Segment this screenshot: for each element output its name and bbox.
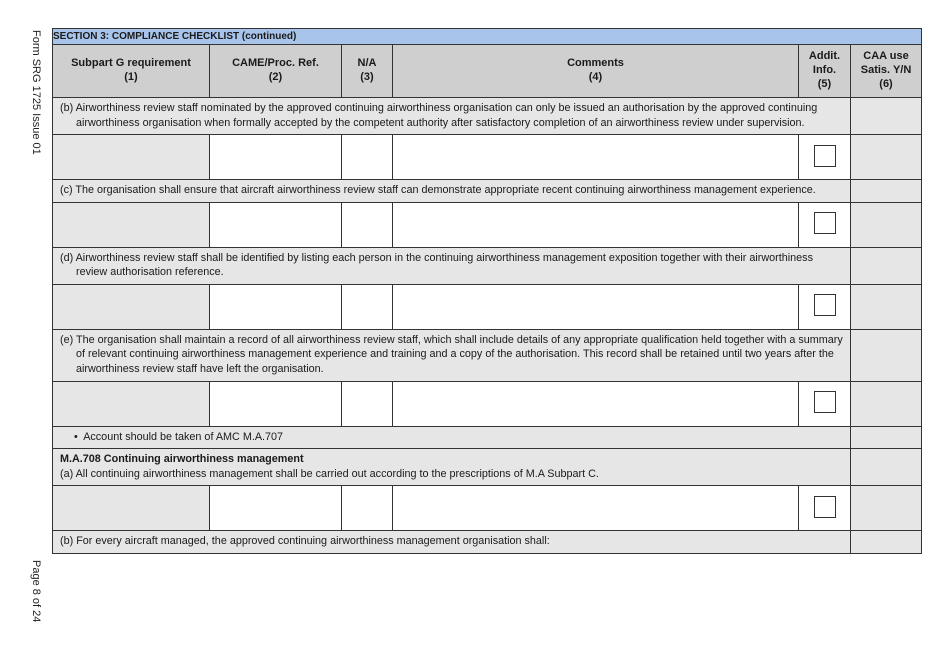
response-row xyxy=(53,486,922,531)
requirement-text: (d) Airworthiness review staff shall be identified by listing each person in the continuing airworthiness management exposition together with their airworthiness review authorisation reference. xyxy=(60,251,813,279)
comments-input[interactable] xyxy=(393,381,799,426)
caa-use-cell xyxy=(851,180,922,203)
requirement-row xyxy=(53,247,922,284)
col-header-requirement: Subpart G requirement (1) xyxy=(53,45,210,98)
caa-use-cell xyxy=(851,98,922,135)
caa-use-cell xyxy=(851,381,922,426)
addit-info-checkbox[interactable] xyxy=(814,212,836,234)
col-header-came-ref: CAME/Proc. Ref. (2) xyxy=(210,45,342,98)
response-row xyxy=(53,284,922,329)
caa-use-cell xyxy=(851,486,922,531)
comments-input[interactable] xyxy=(393,486,799,531)
caa-use-cell xyxy=(851,531,922,554)
came-ref-input[interactable] xyxy=(210,486,342,531)
requirement-text: (b) For every aircraft managed, the approved continuing airworthiness management organisation shall: xyxy=(60,535,550,548)
caa-use-cell xyxy=(851,329,922,381)
requirement-row xyxy=(53,98,922,135)
na-input[interactable] xyxy=(342,202,393,247)
came-ref-input[interactable] xyxy=(210,284,342,329)
response-row xyxy=(53,135,922,180)
addit-info-checkbox[interactable] xyxy=(814,391,836,413)
na-input[interactable] xyxy=(342,135,393,180)
addit-info-checkbox[interactable] xyxy=(814,145,836,167)
comments-input[interactable] xyxy=(393,135,799,180)
column-header-row xyxy=(53,45,922,98)
requirement-row xyxy=(53,329,922,381)
caa-use-cell xyxy=(851,202,922,247)
amc-note-text: Account should be taken of AMC M.A.707 xyxy=(83,430,284,443)
requirement-text: (c) The organisation shall ensure that aircraft airworthiness review staff can demonstrate appropriate recent continuing airworthiness management experience. xyxy=(60,184,816,197)
col-header-addit-info: Addit. Info. (5) xyxy=(799,45,851,98)
compliance-checklist-table xyxy=(52,28,922,554)
requirement-text: (e) The organisation shall maintain a record of all airworthiness review staff, which shall include details of any appropriate qualification held together with a summary of relevant continuing airworthiness management experience and training and a copy of the authorisation. This record shall be retained until two years after the airworthiness review staff have left the organisation. xyxy=(60,333,843,375)
col-header-na: N/A (3) xyxy=(342,45,393,98)
comments-input[interactable] xyxy=(393,284,799,329)
response-row xyxy=(53,381,922,426)
caa-use-cell xyxy=(851,284,922,329)
na-input[interactable] xyxy=(342,284,393,329)
requirement-row xyxy=(53,449,922,486)
addit-info-checkbox[interactable] xyxy=(814,496,836,518)
requirement-text: (a) All continuing airworthiness management shall be carried out according to the prescriptions of M.A Subpart C. xyxy=(60,467,599,480)
caa-use-cell xyxy=(851,135,922,180)
caa-use-cell xyxy=(851,449,922,486)
requirement-row xyxy=(53,180,922,203)
na-input[interactable] xyxy=(342,381,393,426)
requirement-text: (b) Airworthiness review staff nominated by the approved continuing airworthiness organisation can only be issued an authorisation by the approved continuing airworthiness organisation when formally accepted by the competent authority after satisfactory completion of an airworthiness review under supervision. xyxy=(60,102,818,129)
col-header-caa-use: CAA use Satis. Y/N (6) xyxy=(851,45,922,98)
col-header-comments: Comments (4) xyxy=(393,45,799,98)
caa-use-cell xyxy=(851,247,922,284)
note-row xyxy=(53,426,922,449)
ma708-heading: M.A.708 Continuing airworthiness management xyxy=(60,453,304,466)
bullet-icon: • xyxy=(74,430,78,443)
response-row xyxy=(53,202,922,247)
page-number: Page 8 of 24 xyxy=(30,560,42,623)
came-ref-input[interactable] xyxy=(210,135,342,180)
amc-note xyxy=(60,430,843,445)
caa-use-cell xyxy=(851,426,922,449)
comments-input[interactable] xyxy=(393,202,799,247)
form-reference: Form SRG 1725 Issue 01 xyxy=(30,30,42,155)
addit-info-checkbox[interactable] xyxy=(814,294,836,316)
section-title: SECTION 3: COMPLIANCE CHECKLIST (continued) xyxy=(53,29,922,45)
came-ref-input[interactable] xyxy=(210,381,342,426)
na-input[interactable] xyxy=(342,486,393,531)
came-ref-input[interactable] xyxy=(210,202,342,247)
requirement-row xyxy=(53,531,922,554)
